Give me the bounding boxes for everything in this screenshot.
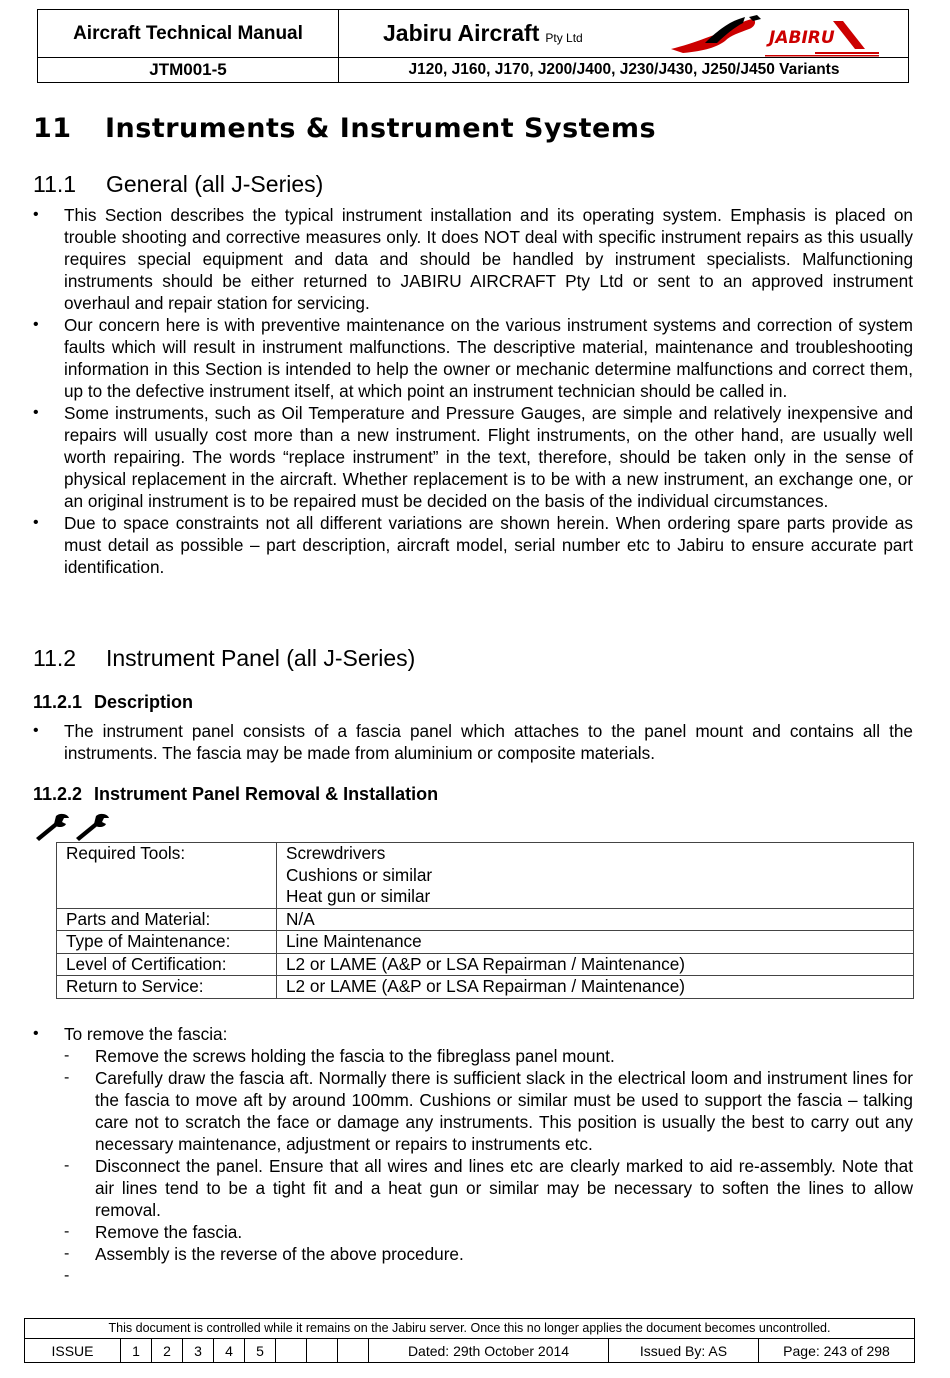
company-suffix: Pty Ltd (545, 30, 583, 45)
footer-table (24, 1338, 915, 1363)
page-number: Page: 243 of 298 (759, 1339, 915, 1363)
table-row (57, 843, 914, 909)
procedure-step: - Assembly is the reverse of the above procedure. (64, 1243, 913, 1265)
issue-cell: 3 (183, 1339, 214, 1363)
procedure-step: - Remove the fascia. (64, 1221, 913, 1243)
doc-number: JTM001-5 (38, 58, 339, 82)
heading-11-2 (33, 645, 415, 672)
section-heading (33, 113, 656, 144)
logo-wordmark: JABIRU (769, 28, 835, 48)
section-title: Instruments & Instrument Systems (105, 113, 657, 144)
issue-cell: 1 (121, 1339, 152, 1363)
row-label: Return to Service: (57, 976, 277, 999)
issue-cell: 5 (245, 1339, 276, 1363)
heading-number: 11.2.1 (33, 692, 83, 712)
row-value (277, 843, 914, 909)
description-bullets (33, 720, 913, 764)
manual-title: Aircraft Technical Manual (38, 10, 339, 58)
row-label: Type of Maintenance: (57, 931, 277, 954)
requirements-table (56, 842, 914, 999)
removal-procedure (33, 1023, 913, 1287)
row-label: Level of Certification: (57, 953, 277, 976)
issue-label: ISSUE (25, 1339, 121, 1363)
company-name: Jabiru Aircraft (383, 20, 540, 46)
issue-cell: 2 (152, 1339, 183, 1363)
table-row (57, 953, 914, 976)
remove-intro: • To remove the fascia: (64, 1024, 228, 1044)
procedure-steps (64, 1045, 913, 1287)
heading-title: Instrument Panel (all J-Series) (106, 645, 416, 671)
bullet-paragraph: • Some instruments, such as Oil Temperature and Pressure Gauges, are simple and relatively inexpensive and repairs will usually cost more than a new instrument. Flight instruments, on the other hand, are usually well worth repairing. The words “replace instrument” in the text, therefore, should be taken only in the sense of physical replacement in the aircraft. Whether replacement is to be with a new instrument, an exchange one, or an original instrument is to be repaired must be decided on the basis of the individual circumstances. (33, 402, 913, 512)
heading-11-1 (33, 171, 323, 198)
bullet-paragraph: • This Section describes the typical instrument installation and its operating system. Emphasis is placed on trouble shooting and corrective measures only. It does NOT deal with specific instrument repairs as this usually requires special equipment and data and should be handled by instrument specialists. Malfunctioning instruments should be either returned to JABIRU AIRCRAFT Pty Ltd or sent to an approved instrument overhaul and repair station for servicing. (33, 204, 913, 314)
tool-item: Screwdrivers (286, 843, 386, 863)
row-value: L2 or LAME (A&P or LSA Repairman / Maintenance) (277, 953, 914, 976)
bullet-paragraph (33, 1023, 913, 1287)
procedure-step: - Carefully draw the fascia aft. Normally there is sufficient slack in the electrical loom and instrument lines for the fascia to move aft by around 100mm. Cushions or similar must be used to support the fascia – talking care not to scratch the face or damage any instruments. This position is usually the best to carry out any necessary maintenance, adjustment or repairs to instruments etc. (64, 1067, 913, 1155)
heading-title: Instrument Panel Removal & Installation (94, 784, 439, 804)
row-value: Line Maintenance (277, 931, 914, 954)
page-header (37, 9, 909, 83)
control-notice: This document is controlled while it remains on the Jabiru server. Once this no longer applies the document becomes uncontrolled. (24, 1318, 915, 1339)
issue-cell (276, 1339, 307, 1363)
tool-item: Heat gun or similar (286, 886, 431, 906)
dated: Dated: 29th October 2014 (369, 1339, 609, 1363)
issue-cell (338, 1339, 369, 1363)
wrench-icon (34, 812, 116, 842)
procedure-step: - Disconnect the panel. Ensure that all wires and lines etc are clearly marked to aid re-assembly. Note that air lines tend to be a tight fit and a heat gun or similar may be necessary to soften the lines to allow removal. (64, 1155, 913, 1221)
row-label: Parts and Material: (57, 908, 277, 931)
variants: J120, J160, J170, J200/J400, J230/J430, J250/J450 Variants (408, 61, 840, 78)
general-bullets (33, 204, 913, 578)
heading-title: General (all J-Series) (106, 171, 324, 197)
heading-number: 11.2.2 (33, 784, 83, 804)
row-label: Required Tools: (57, 843, 277, 909)
bullet-paragraph: • The instrument panel consists of a fascia panel which attaches to the panel mount and contains all the instruments. The fascia may be made from aluminium or composite materials. (33, 720, 913, 764)
table-row (57, 976, 914, 999)
company-cell (339, 10, 909, 58)
tool-item: Cushions or similar (286, 864, 433, 885)
bullet-paragraph: • Due to space constraints not all different variations are shown herein. When ordering spare parts provide as must detail as possible – part description, aircraft model, serial number etc to Jabiru to ensure accurate part identification. (33, 512, 913, 578)
bullet-paragraph: • Our concern here is with preventive maintenance on the various instrument systems and correction of system faults which will result in instrument malfunctions. The descriptive material, maintenance and troubleshooting information in this Section is intended to help the owner or mechanic determine malfunctions and correct them, up to the defective instrument itself, at which point an instrument technician should be called in. (33, 314, 913, 402)
section-number: 11 (33, 113, 72, 144)
heading-number: 11.2 (33, 645, 77, 671)
procedure-step (64, 1265, 913, 1287)
row-value: N/A (277, 908, 914, 931)
issued-by: Issued By: AS (609, 1339, 759, 1363)
issue-cell: 4 (214, 1339, 245, 1363)
table-row (57, 908, 914, 931)
issue-cell (307, 1339, 338, 1363)
heading-11-2-2 (33, 784, 438, 805)
heading-11-2-1 (33, 692, 193, 713)
row-value: L2 or LAME (A&P or LSA Repairman / Maintenance) (277, 976, 914, 999)
heading-number: 11.1 (33, 171, 77, 197)
heading-title: Description (94, 692, 194, 712)
procedure-step: - Remove the screws holding the fascia to the fibreglass panel mount. (64, 1045, 913, 1067)
jabiru-logo (665, 13, 885, 57)
table-row (57, 931, 914, 954)
